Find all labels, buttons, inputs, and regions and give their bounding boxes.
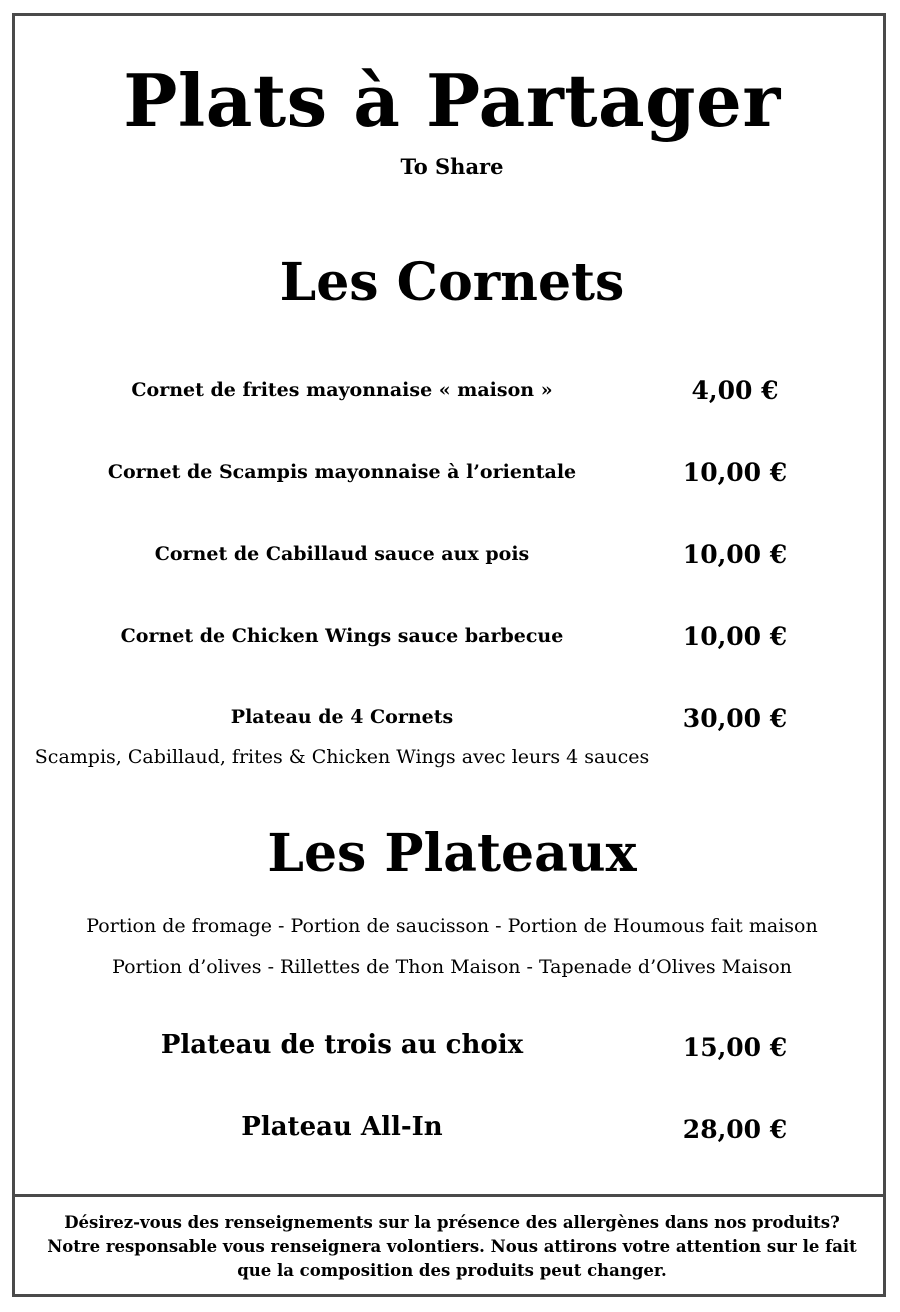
menu-item-name: Cornet de Scampis mayonnaise à l’orientale xyxy=(107,461,577,483)
menu-item-price: 10,00 € xyxy=(682,540,788,569)
section-heading-cornets: Les Cornets xyxy=(279,252,625,313)
allergen-notice-line: Désirez-vous des renseignements sur la présence des allergènes dans nos produits? xyxy=(64,1213,840,1232)
menu-item-price: 10,00 € xyxy=(682,458,788,487)
plateau-options-line: Portion de fromage - Portion de saucisson - Portion de Houmous fait maison xyxy=(86,915,818,937)
menu-item-price: 28,00 € xyxy=(682,1115,788,1144)
menu-item-name: Plateau de trois au choix xyxy=(160,1030,524,1060)
menu-item-name: Cornet de Cabillaud sauce aux pois xyxy=(154,543,530,565)
page-subtitle: To Share xyxy=(400,154,504,179)
menu-item-description: Scampis, Cabillaud, frites & Chicken Wings avec leurs 4 sauces xyxy=(34,746,650,768)
allergen-notice-line: Notre responsable vous renseignera volontiers. Nous attirons votre attention sur le fait xyxy=(47,1237,857,1256)
page-title: Plats à Partager xyxy=(123,58,781,143)
plateau-options-line: Portion d’olives - Rillettes de Thon Maison - Tapenade d’Olives Maison xyxy=(112,956,792,978)
menu-item-price: 15,00 € xyxy=(682,1033,788,1062)
menu-item-name: Plateau de 4 Cornets xyxy=(230,706,454,728)
menu-item-name: Cornet de Chicken Wings sauce barbecue xyxy=(120,625,564,647)
menu-item-name: Plateau All-In xyxy=(241,1112,443,1142)
menu-item-price: 4,00 € xyxy=(691,376,779,405)
section-heading-plateaux: Les Plateaux xyxy=(267,823,637,884)
menu-item-price: 30,00 € xyxy=(682,704,788,733)
footer-divider xyxy=(15,1194,883,1197)
allergen-notice-line: que la composition des produits peut changer. xyxy=(237,1261,667,1280)
menu-item-name: Cornet de frites mayonnaise « maison » xyxy=(131,379,553,401)
menu-item-price: 10,00 € xyxy=(682,622,788,651)
menu-page xyxy=(12,13,886,1297)
allergen-notice xyxy=(15,1211,889,1283)
